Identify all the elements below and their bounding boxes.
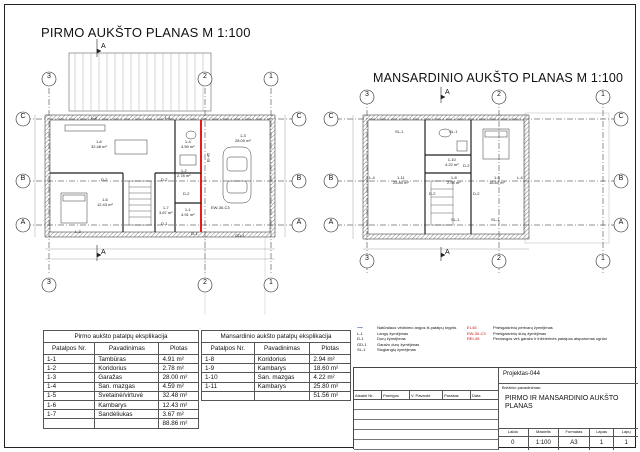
door-tag: D-2 bbox=[161, 177, 168, 182]
legend-right bbox=[467, 325, 633, 342]
plan1-grid-2: 2 bbox=[203, 73, 207, 80]
table-row: 1-9 Kambarys 18.60 m² bbox=[202, 364, 351, 373]
window-tag: L-4 bbox=[369, 175, 375, 180]
plan2-grid-a-right: A bbox=[618, 219, 624, 226]
plan2-grid-1: 1 bbox=[601, 91, 605, 98]
table1-header-nr: Patalpos Nr. bbox=[44, 343, 95, 355]
room-label: 1-11 25.80 m² bbox=[393, 175, 409, 185]
room-label: 1-3 28.00 m² bbox=[235, 133, 251, 143]
plan2 bbox=[325, 87, 621, 275]
legend-item: ⟶ Natūralaus vėdinimo angos iš patalpų kryptis bbox=[357, 325, 457, 330]
legend-left bbox=[357, 325, 463, 353]
table2-header-area: Plotas bbox=[310, 343, 351, 355]
plan2-grid-b: B bbox=[328, 175, 334, 182]
drawing-sheet bbox=[4, 4, 636, 448]
plan2-grid-3-bottom: 3 bbox=[365, 255, 369, 262]
meta-cell-sheet: Lapas 1 bbox=[590, 429, 615, 450]
table-row: 1-4 San. mazgas 4.59 m² bbox=[44, 382, 199, 391]
plan2-grid-2: 2 bbox=[497, 91, 501, 98]
plan1-grid-b: B bbox=[20, 175, 26, 182]
plan1-grid-c: C bbox=[20, 113, 26, 120]
window-tag: L-2 bbox=[91, 115, 97, 120]
fire-wall-tag: EI-45 bbox=[205, 152, 211, 163]
plan1-grid-3-bottom: 3 bbox=[47, 279, 51, 286]
meta-cell-sheets: Lapų 1 bbox=[614, 429, 638, 450]
meta-cell-format: Formatas A3 bbox=[559, 429, 590, 450]
floor-plans-drawing bbox=[5, 5, 637, 325]
drawing-name: PIRMO IR MANSARDINIO AUKŠTO PLANAS bbox=[505, 395, 619, 410]
door-tag: D-1 bbox=[161, 221, 168, 226]
room-label: 1-6 12.43 m² bbox=[97, 197, 113, 207]
table-row: 1-8 Koridorius 2.94 m² bbox=[202, 355, 351, 364]
plan2-section-label-bottom: A bbox=[445, 249, 450, 256]
door-tag: D-2 bbox=[429, 191, 436, 196]
table2-header-name: Pavadinimas bbox=[254, 343, 310, 355]
table2-title: Mansardinio aukšto patalpų eksplikacija bbox=[202, 331, 351, 343]
table-row: 1-11 Kambarys 25.80 m² bbox=[202, 382, 351, 391]
legend-item: L-1 Langų žymėjimas bbox=[357, 330, 409, 336]
room-label: 1-4 4.59 m² bbox=[181, 139, 195, 149]
room-label: 1-7 3.67 m² bbox=[159, 205, 173, 215]
plan1 bbox=[25, 39, 295, 315]
plan2-title: MANSARDINIO AUKŠTO PLANAS M 1:100 bbox=[373, 71, 624, 85]
plan1-section-label-top: A bbox=[101, 43, 106, 50]
legend-item: EW-30-C3 Priešgaisrinių durų žymėjimas bbox=[467, 330, 547, 336]
table-total-row: 88.86 m² bbox=[44, 419, 199, 428]
window-tag: L-4 bbox=[517, 175, 523, 180]
room-label: 1-1 4.91 m² bbox=[181, 207, 195, 217]
legend-item: D-1 Durų žymėjimas bbox=[357, 336, 406, 342]
signature-header: Atsakė Nr. Pareigos V. Pavardė Parašas Data bbox=[354, 390, 498, 400]
skylight-tag: SL-1 bbox=[491, 217, 500, 222]
plan2-grid-c-right: C bbox=[618, 113, 624, 120]
plan2-grid-1-bottom: 1 bbox=[601, 255, 605, 262]
legend-item: REI-45 Perdangos virš garažo ir inžinerinės patalpos atsparumas ugniai bbox=[467, 336, 607, 342]
meta-table bbox=[498, 428, 638, 450]
plan1-grid-1: 1 bbox=[269, 73, 273, 80]
plan2-grid-b-right: B bbox=[618, 175, 624, 182]
room-label: 1-2 2.78 m² bbox=[177, 168, 191, 178]
signature-rows bbox=[354, 400, 498, 450]
legend-item: SL-1 Stoglangių žymėjimas bbox=[357, 347, 416, 353]
table-attic-floor bbox=[201, 330, 351, 401]
table-row: 1-10 San. mazgas 4.22 m² bbox=[202, 373, 351, 382]
plan2-grid-2-bottom: 2 bbox=[497, 255, 501, 262]
legend-item: EI-45 Priešgaisrinių pertvarų žymėjimas bbox=[467, 325, 553, 330]
plan1-grid-1-bottom: 1 bbox=[269, 279, 273, 286]
table1-header-name: Pavadinimas bbox=[95, 343, 159, 355]
table-row: 1-5 Svetainė/virtuvė 32.48 m² bbox=[44, 391, 199, 400]
plan1-title: PIRMO AUKŠTO PLANAS M 1:100 bbox=[41, 25, 251, 40]
table-row: 1-2 Koridorius 2.78 m² bbox=[44, 364, 199, 373]
table2-header-nr: Patalpos Nr. bbox=[202, 343, 255, 355]
door-tag: D-2 bbox=[101, 177, 108, 182]
plan1-grid-3: 3 bbox=[47, 73, 51, 80]
plan1-grid-b-right: B bbox=[296, 175, 302, 182]
plan2-grid-c: C bbox=[328, 113, 334, 120]
plan1-grid-a-right: A bbox=[296, 219, 302, 226]
plan2-section-label-top: A bbox=[445, 89, 450, 96]
plan2-grid-a: A bbox=[328, 219, 334, 226]
garage-door-tag: GD-1 bbox=[235, 233, 245, 238]
room-label: 1-10 4.22 m² bbox=[445, 157, 459, 167]
door-tag: D-1 bbox=[191, 231, 198, 236]
door-tag: D-2 bbox=[473, 191, 480, 196]
room-label: 1-6 32.48 m² bbox=[91, 139, 107, 149]
table1-title: Pirmo aukšto patalpų eksplikacija bbox=[44, 331, 199, 343]
table-row: 1-7 Sandėliukas 3.67 m² bbox=[44, 410, 199, 419]
table-row: 1-3 Garažas 28.00 m² bbox=[44, 373, 199, 382]
room-label: 1-9 18.60 m² bbox=[489, 175, 505, 185]
table1-header-area: Plotas bbox=[159, 343, 199, 355]
door-tag: D-2 bbox=[463, 163, 470, 168]
plan1-grid-a: A bbox=[20, 219, 26, 226]
skylight-tag: SL-1 bbox=[451, 217, 460, 222]
plan1-section-label-bottom: A bbox=[101, 249, 106, 256]
meta-cell-release: Laida 0 bbox=[498, 429, 529, 450]
table-first-floor bbox=[43, 330, 199, 429]
skylight-tag: SL-1 bbox=[449, 129, 458, 134]
fire-door-tag: EW-30-C3 bbox=[211, 205, 230, 210]
skylight-tag: SL-1 bbox=[395, 129, 404, 134]
room-label: 1-8 2.94 m² bbox=[447, 175, 461, 185]
legend-item: GD-1 Garažo durų žymėjimas bbox=[357, 341, 420, 347]
plan2-grid-3: 3 bbox=[365, 91, 369, 98]
table-row: 1-1 Tambūras 4.91 m² bbox=[44, 355, 199, 364]
meta-cell-scale: Mastelis 1:100 bbox=[529, 429, 560, 450]
window-tag: L-1 bbox=[165, 115, 171, 120]
plan1-grid-c-right: C bbox=[296, 113, 302, 120]
table-row: 1-6 Kambarys 12.43 m² bbox=[44, 400, 199, 409]
table-total-row: 51.56 m² bbox=[202, 391, 351, 400]
window-tag: L-3 bbox=[75, 229, 81, 234]
project-name: Projektas-044 bbox=[499, 368, 638, 384]
plan1-grid-2-bottom: 2 bbox=[203, 279, 207, 286]
door-tag: D-2 bbox=[183, 191, 190, 196]
drawing-name-label: Brėžinio pavadinimas: bbox=[502, 385, 542, 390]
title-block bbox=[353, 367, 637, 449]
